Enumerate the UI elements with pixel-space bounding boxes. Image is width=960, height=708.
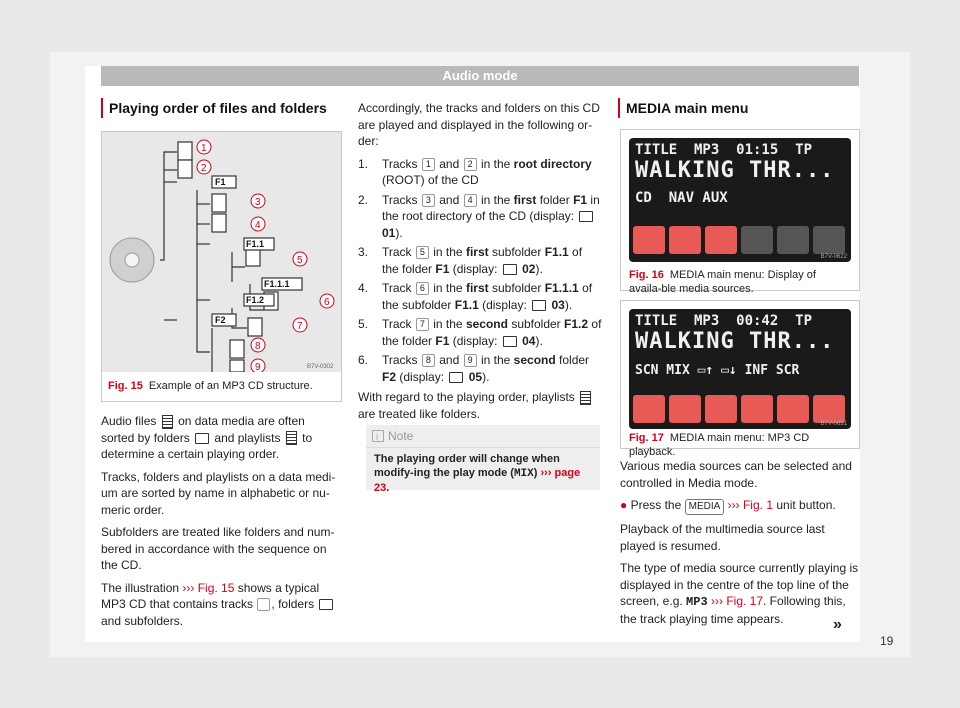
display-row-2: WALKING THR...: [635, 329, 835, 354]
playlist-icon: [580, 391, 591, 405]
callout: 2: [201, 163, 207, 174]
figure-15: [101, 131, 342, 402]
callout: 8: [255, 341, 261, 352]
function-button[interactable]: [669, 226, 701, 254]
svg-text:i: i: [376, 432, 378, 442]
function-button[interactable]: [669, 395, 701, 423]
figure-16-caption-text: MEDIA main menu: Display of availa-ble media sources.: [629, 269, 816, 295]
bullet-paragraph: ● Press the MEDIA ››› Fig. 1 unit button.: [620, 497, 860, 515]
function-buttons: [633, 395, 845, 423]
left-body: [101, 413, 341, 635]
function-button[interactable]: [633, 395, 665, 423]
paragraph: Tracks, folders and playlists on a data medi-um are sorted by name in alphabetic or nu-meric order.: [101, 469, 336, 517]
media-key: MEDIA: [685, 499, 725, 515]
function-button[interactable]: [813, 226, 845, 254]
note-box: [366, 425, 600, 494]
function-button[interactable]: [741, 395, 773, 423]
folder-label: F2: [215, 315, 226, 325]
list-item: 3. Track 5 in the first subfolder F1.1 of the folder F1 (display: 02).: [358, 245, 583, 276]
callout: 3: [255, 197, 261, 208]
figure-17: [620, 300, 860, 458]
outro-paragraph: With regard to the playing order, playlists are treated like folders.: [358, 389, 602, 422]
figure-code: B7V-0631: [820, 421, 847, 427]
folder-label: F1.1: [246, 239, 265, 249]
folder-label: F1.2: [246, 295, 265, 305]
folder-icon: [195, 433, 209, 444]
figure-16: [620, 129, 860, 295]
mp3-playback-display: [629, 309, 851, 429]
callout: 7: [297, 321, 303, 332]
left-column: [101, 98, 341, 118]
figure-code: B7V-0622: [820, 254, 847, 260]
note-header: [366, 425, 600, 448]
list-item: 4. Track 6 in the first subfolder F1.1.1 of the subfolder F1.1 (display: 03).: [358, 281, 593, 312]
figure-code: B7V-0302: [307, 364, 334, 370]
figure-16-label: Fig. 16: [629, 269, 664, 281]
right-column: [618, 98, 860, 118]
function-button[interactable]: [777, 395, 809, 423]
figure-16-caption: [629, 268, 851, 296]
info-icon: [372, 430, 384, 442]
paragraph: The illustration ››› Fig. 15 shows a typical MP3 CD that contains tracks , folders and subfolders.: [101, 580, 341, 630]
middle-column: [358, 100, 602, 428]
callout: 9: [255, 362, 261, 372]
media-sources-display: [629, 138, 851, 262]
fig-1-link[interactable]: ››› Fig. 1: [727, 498, 773, 512]
figure-15-caption: [108, 379, 313, 393]
page-23-link[interactable]: ››› page 23: [374, 467, 581, 494]
figure-17-caption-text: MEDIA main menu: MP3 CD playback.: [629, 432, 810, 458]
function-button[interactable]: [633, 226, 665, 254]
folder-icon: [503, 264, 517, 275]
right-body: [620, 458, 860, 633]
figure-15-label: Fig. 15: [108, 380, 143, 392]
callout: 5: [297, 255, 303, 266]
list-item: 6. Tracks 8 and 9 in the second folder F2 (display: 05).: [358, 353, 590, 384]
section-title-media-menu: MEDIA main menu: [618, 98, 860, 118]
callout: 1: [201, 143, 207, 154]
folder-icon: [503, 336, 517, 347]
note-title: Note: [388, 429, 414, 443]
note-text: The playing order will change when modify-ing the play mode (MIX) ››› page 23.: [374, 453, 581, 494]
fig-15-link[interactable]: ››› Fig. 15: [182, 580, 235, 595]
folder-icon: [449, 372, 463, 383]
callout: 4: [255, 220, 261, 231]
list-item: 5. Track 7 in the second subfolder F1.2 of the folder F1 (display: 04).: [358, 317, 602, 348]
display-row-1: TITLE MP3 01:15 TP: [635, 142, 813, 158]
display-row-3: CD NAV AUX: [635, 190, 728, 206]
function-button[interactable]: [705, 395, 737, 423]
function-button[interactable]: [705, 226, 737, 254]
paragraph: The type of media source currently playing is displayed in the centre of the top line of the screen, e.g. MP3 ››› Fig. 17. Following this, the track playing time appears.: [620, 561, 859, 626]
audio-file-icon: [162, 415, 173, 429]
header-band: Audio mode: [101, 66, 859, 86]
paragraph: Subfolders are treated like folders and num-bered in accordance with the sequence on the CD.: [101, 525, 335, 572]
list-item: 1. Tracks 1 and 2 in the root directory (ROOT) of the CD: [358, 156, 592, 187]
function-buttons: [633, 226, 845, 254]
display-row-3: SCN MIX ▭↑ ▭↓ INF SCR: [635, 363, 800, 378]
function-button[interactable]: [777, 226, 809, 254]
list-item: 2. Tracks 3 and 4 in the first folder F1 in the root directory of the CD (display: 01).: [358, 192, 600, 240]
track-icon: [257, 598, 270, 611]
figure-17-label: Fig. 17: [629, 432, 664, 444]
folder-label: F1.1.1: [264, 279, 290, 289]
paragraph: Playback of the multimedia source last played is resumed.: [620, 522, 825, 553]
function-button[interactable]: [741, 226, 773, 254]
folder-icon: [532, 300, 546, 311]
playing-order-list: [358, 156, 602, 386]
folder-label: F1: [215, 177, 226, 187]
display-row-2: WALKING THR...: [635, 158, 835, 183]
playlist-icon: [286, 431, 297, 445]
display-row-1: TITLE MP3 00:42 TP: [635, 313, 813, 329]
function-button[interactable]: [813, 395, 845, 423]
folder-icon: [579, 211, 593, 222]
continue-mark: »: [833, 616, 842, 633]
callout: 6: [324, 297, 330, 308]
figure-17-caption: [629, 431, 851, 459]
fig-17-link[interactable]: ››› Fig. 17: [711, 594, 764, 608]
folder-icon: [319, 599, 333, 610]
intro-paragraph: Accordingly, the tracks and folders on this CD are played and displayed in the following or-der:: [358, 101, 600, 148]
figure-15-caption-text: Example of an MP3 CD structure.: [148, 380, 313, 392]
section-title-playing-order: Playing order of files and folders: [101, 98, 341, 118]
paragraph: Various media sources can be selected and controlled in Media mode.: [620, 459, 852, 490]
mp3-cd-structure-diagram: [102, 132, 341, 372]
paragraph: Audio files on data media are often sorted by folders and playlists to determine a certain playing order.: [101, 414, 313, 461]
page-number: 19: [880, 634, 894, 648]
